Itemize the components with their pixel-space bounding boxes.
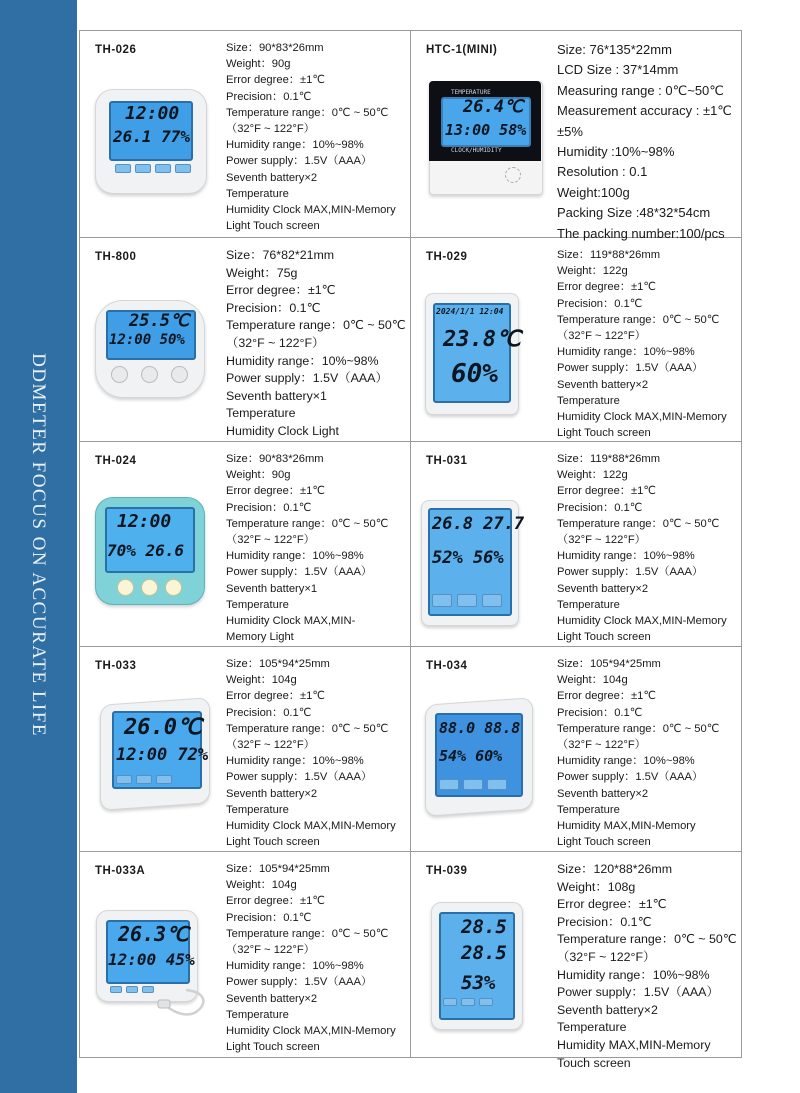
spec-list	[226, 656, 396, 850]
spec-line: Humidity Clock MAX,MIN-Memory	[226, 820, 396, 833]
spec-line: Power supply：1.5V（AAA）	[557, 771, 704, 784]
spec-line: Precision：0.1℃	[226, 90, 312, 103]
spec-line: Size：105*94*25mm	[557, 658, 661, 670]
spec-line: Precision：0.1℃	[557, 706, 643, 719]
lcd-line-2: 12:00 45%	[108, 950, 195, 969]
lcd-line-1: 2024/1/1 12:04	[436, 307, 504, 316]
spec-line: Light Touch screen	[557, 427, 651, 440]
spec-line: Power supply：1.5V（AAA）	[557, 362, 704, 375]
spec-line: Weight：90g	[226, 58, 291, 71]
spec-line: Precision：0.1℃	[226, 501, 312, 514]
product-cell-th-031	[411, 442, 742, 647]
product-image	[95, 497, 207, 607]
lcd-line-1: 26.3℃	[118, 922, 189, 946]
lcd-footer: CLOCK/HUMIDITY	[451, 147, 502, 154]
spec-line: Power supply：1.5V（AAA）	[226, 155, 373, 168]
spec-line: Weight：104g	[226, 879, 297, 892]
spec-line: Humidity Clock MAX,MIN-Memory	[557, 615, 727, 628]
spec-list	[557, 451, 727, 645]
model-name: TH-029	[426, 251, 468, 263]
spec-line: Temperature range：0℃ ~ 50℃	[226, 722, 389, 735]
lcd-line-1: 88.0 88.8	[439, 719, 521, 737]
lcd-line-1: 26.0℃	[124, 715, 202, 740]
spec-line: Humidity Clock MAX,MIN-Memory	[226, 1025, 396, 1038]
spec-line: Seventh battery×2	[226, 171, 318, 184]
lcd-line-2: 54% 60%	[439, 747, 503, 765]
spec-line: Seventh battery×2	[557, 378, 649, 391]
product-cell-th-039	[411, 852, 742, 1070]
lcd-line-2: 12:00 50%	[109, 332, 185, 348]
lcd-line-1: 26.8 27.7	[432, 514, 525, 534]
spec-line: Temperature range：0℃ ~ 50℃	[557, 722, 720, 735]
lcd-line-3: 53%	[461, 972, 496, 994]
spec-line: Error degree：±1℃	[226, 895, 325, 908]
spec-line: （32°F ~ 122°F）	[226, 335, 325, 350]
spec-line: Error degree：±1℃	[226, 283, 336, 298]
spec-line: Touch screen	[557, 1055, 631, 1070]
spec-line: Size：119*88*26mm	[557, 249, 661, 261]
spec-line: Size：120*88*26mm	[557, 862, 673, 876]
lcd-line-1: 12:00	[125, 103, 180, 124]
spec-line: Seventh battery×1	[226, 582, 318, 595]
spec-line: （32°F ~ 122°F）	[557, 534, 646, 547]
spec-line: Weight：122g	[557, 265, 628, 278]
spec-list	[557, 40, 741, 244]
spec-list	[226, 451, 388, 645]
lcd-line-2: 28.5	[461, 942, 507, 964]
lcd-line-2: 26.1 77%	[113, 127, 191, 146]
spec-line: Power supply：1.5V（AAA）	[557, 985, 719, 1000]
product-cell-th-033	[80, 647, 411, 852]
product-image	[96, 910, 224, 1020]
model-name: TH-039	[426, 865, 468, 877]
spec-line: Temperature	[557, 1020, 627, 1035]
spec-line: Temperature	[226, 598, 289, 611]
spec-line: Humidity range：10%~98%	[226, 139, 364, 152]
spec-line: Seventh battery×2	[557, 582, 649, 595]
spec-line: Humidity range：10%~98%	[226, 960, 364, 973]
spec-list	[557, 247, 727, 441]
spec-line: Humidity MAX,MIN-Memory	[557, 1037, 711, 1052]
spec-line: Weight：90g	[226, 469, 291, 482]
spec-line: （32°F ~ 122°F）	[226, 534, 315, 547]
product-image	[431, 902, 526, 1034]
model-name: TH-033A	[95, 865, 146, 877]
product-cell-th-026	[80, 31, 411, 238]
spec-line: Humidity MAX,MIN-Memory	[557, 820, 696, 833]
spec-line: Humidity range：10%~98%	[557, 346, 695, 359]
spec-line: Humidity range：10%~98%	[226, 353, 379, 368]
lcd-line-2: 52% 56%	[432, 548, 504, 568]
mode-button	[111, 366, 128, 383]
product-cell-th-800	[80, 238, 411, 442]
model-name: TH-033	[95, 660, 137, 672]
model-name: TH-034	[426, 660, 468, 672]
spec-line: Temperature	[226, 406, 296, 421]
spec-line: Power supply：1.5V（AAA）	[226, 771, 373, 784]
spec-line: Weight：75g	[226, 265, 298, 280]
product-image	[421, 697, 539, 817]
lcd-line-1: 26.4℃	[463, 97, 524, 117]
spec-line: Light Touch screen	[226, 1041, 320, 1054]
model-name: TH-024	[95, 455, 137, 467]
spec-line: Power supply：1.5V（AAA）	[226, 976, 373, 989]
spec-line: Humidity range：10%~98%	[226, 755, 364, 768]
brand-slogan: DDMETER FOCUS ON ACCURATE LIFE	[28, 353, 49, 737]
spec-line: Precision：0.1℃	[557, 914, 652, 929]
product-image	[95, 89, 207, 194]
spec-line: Temperature	[557, 803, 620, 816]
spec-line: Temperature range：0℃ ~ 50℃	[226, 927, 389, 940]
product-image	[421, 500, 525, 628]
spec-line: Weight：122g	[557, 469, 628, 482]
spec-line: Error degree：±1℃	[226, 74, 325, 87]
model-name: HTC-1(MINI)	[426, 44, 498, 56]
spec-line: Seventh battery×2	[226, 992, 318, 1005]
spec-line: Size：119*88*26mm	[557, 453, 661, 465]
spec-line: Error degree：±1℃	[226, 485, 325, 498]
spec-line: Temperature	[557, 394, 620, 407]
lcd-line-2: 12:00 72%	[116, 745, 209, 765]
spec-line: Precision：0.1℃	[226, 911, 312, 924]
spec-line: Weight：104g	[557, 674, 628, 687]
spec-line: （32°F ~ 122°F）	[226, 739, 315, 752]
spec-line: Size：105*94*25mm	[226, 863, 330, 875]
spec-line: Measurement accuracy : ±1℃ ±5%	[557, 103, 732, 139]
spec-line: Seventh battery×1	[226, 388, 327, 403]
spec-line: Packing Size :48*32*54cm	[557, 205, 711, 221]
product-cell-th-024	[80, 442, 411, 647]
spec-line: Size：76*82*21mm	[226, 248, 335, 262]
product-cell-th-034	[411, 647, 742, 852]
spec-line: Memory Light	[226, 631, 294, 644]
spec-line: Humidity range：10%~98%	[226, 550, 364, 563]
spec-line: Light Touch screen	[226, 220, 320, 233]
spec-line: Humidity Clock MAX,MIN-Memory	[557, 411, 727, 424]
product-image	[95, 300, 207, 400]
model-name: TH-031	[426, 455, 468, 467]
spec-line: （32°F ~ 122°F）	[557, 330, 646, 343]
spec-line: （32°F ~ 122°F）	[226, 123, 315, 136]
lcd-header: TEMPERATURE	[451, 89, 491, 96]
spec-line: Error degree：±1℃	[557, 485, 656, 498]
lcd-line-2: 13:00 58%	[445, 121, 527, 139]
spec-line: Temperature	[226, 803, 289, 816]
product-image	[94, 697, 218, 815]
spec-line: Precision：0.1℃	[226, 706, 312, 719]
spec-line: Temperature range：0℃ ~ 50℃	[226, 318, 406, 333]
spec-line: LCD Size : 37*14mm	[557, 62, 679, 78]
spec-line: Temperature range：0℃ ~ 50℃	[226, 106, 389, 119]
spec-line: Temperature	[226, 1008, 289, 1021]
sidebar-band	[0, 0, 77, 1093]
spec-line: Temperature range：0℃ ~ 50℃	[557, 313, 720, 326]
spec-line: Humidity :10%~98%	[557, 144, 675, 160]
spec-line: Seventh battery×2	[557, 787, 649, 800]
spec-line: Humidity range：10%~98%	[557, 967, 710, 982]
spec-line: Size：105*94*25mm	[226, 658, 330, 670]
spec-line: Humidity Clock MAX,MIN-Memory	[226, 204, 396, 217]
spec-line: Humidity Clock Light	[226, 423, 339, 438]
spec-line: Light Touch screen	[226, 836, 320, 849]
spec-line: Size：90*83*26mm	[226, 453, 324, 465]
product-grid	[79, 30, 742, 1070]
spec-line: Error degree：±1℃	[557, 281, 656, 294]
spec-line: Precision：0.1℃	[226, 300, 321, 315]
spec-line: Resolution : 0.1	[557, 164, 648, 180]
spec-line: Temperature	[226, 187, 289, 200]
spec-line: Weight：108g	[557, 879, 636, 894]
spec-line: Light Touch screen	[557, 631, 651, 644]
spec-line: Precision：0.1℃	[557, 297, 643, 310]
spec-line: Light Touch screen	[557, 836, 651, 849]
spec-list	[226, 861, 396, 1055]
lcd-line-2: 70% 26.6	[107, 541, 185, 560]
model-name: TH-026	[95, 44, 137, 56]
spec-list	[557, 656, 719, 850]
product-cell-th-029	[411, 238, 742, 442]
spec-line: Error degree：±1℃	[557, 690, 656, 703]
spec-line: Humidity range：10%~98%	[557, 755, 695, 768]
lcd-line-2: 23.8℃	[443, 327, 521, 352]
spec-line: （32°F ~ 122°F）	[557, 739, 646, 752]
spec-line: Precision：0.1℃	[557, 501, 643, 514]
spec-line: Temperature range：0℃ ~ 50℃	[557, 932, 737, 947]
spec-line: The packing number:100/pcs	[557, 225, 725, 241]
spec-line: Error degree：±1℃	[226, 690, 325, 703]
product-image	[425, 293, 520, 418]
spec-line: Error degree：±1℃	[557, 897, 667, 912]
spec-line: Size: 76*135*22mm	[557, 42, 672, 57]
spec-line: Seventh battery×2	[226, 787, 318, 800]
spec-line: Weight:100g	[557, 184, 630, 200]
product-image	[429, 81, 544, 196]
spec-line: Size：90*83*26mm	[226, 42, 324, 54]
spec-list	[226, 247, 406, 441]
lcd-line-1: 12:00	[117, 511, 172, 532]
light-button	[171, 366, 188, 383]
lcd-line-3: 60%	[451, 359, 498, 389]
spec-line: Measuring range : 0℃~50℃	[557, 82, 724, 98]
spec-line: Power supply：1.5V（AAA）	[226, 566, 373, 579]
spec-line: Humidity range：10%~98%	[557, 550, 695, 563]
spec-line: （32°F ~ 122°F）	[557, 949, 656, 964]
lcd-line-1: 25.5℃	[129, 311, 190, 331]
spec-line: Power supply：1.5V（AAA）	[557, 566, 704, 579]
spec-line: Temperature range：0℃ ~ 50℃	[557, 517, 720, 530]
lcd-line-1: 28.5	[461, 916, 507, 938]
adj-button	[141, 366, 158, 383]
product-cell-htc-1	[411, 31, 742, 241]
spec-line: Humidity Clock MAX,MIN-	[226, 615, 356, 628]
spec-list	[557, 861, 737, 1072]
model-name: TH-800	[95, 251, 137, 263]
spec-line: （32°F ~ 122°F）	[226, 944, 315, 957]
spec-line: Seventh battery×2	[557, 1002, 658, 1017]
spec-line: Weight：104g	[226, 674, 297, 687]
spec-line: Temperature	[557, 598, 620, 611]
spec-line: Power supply：1.5V（AAA）	[226, 371, 388, 386]
spec-list	[226, 40, 396, 234]
spec-line: Temperature range：0℃ ~ 50℃	[226, 517, 389, 530]
probe-cable-icon	[156, 970, 216, 1020]
product-cell-th-033a	[80, 852, 411, 1058]
